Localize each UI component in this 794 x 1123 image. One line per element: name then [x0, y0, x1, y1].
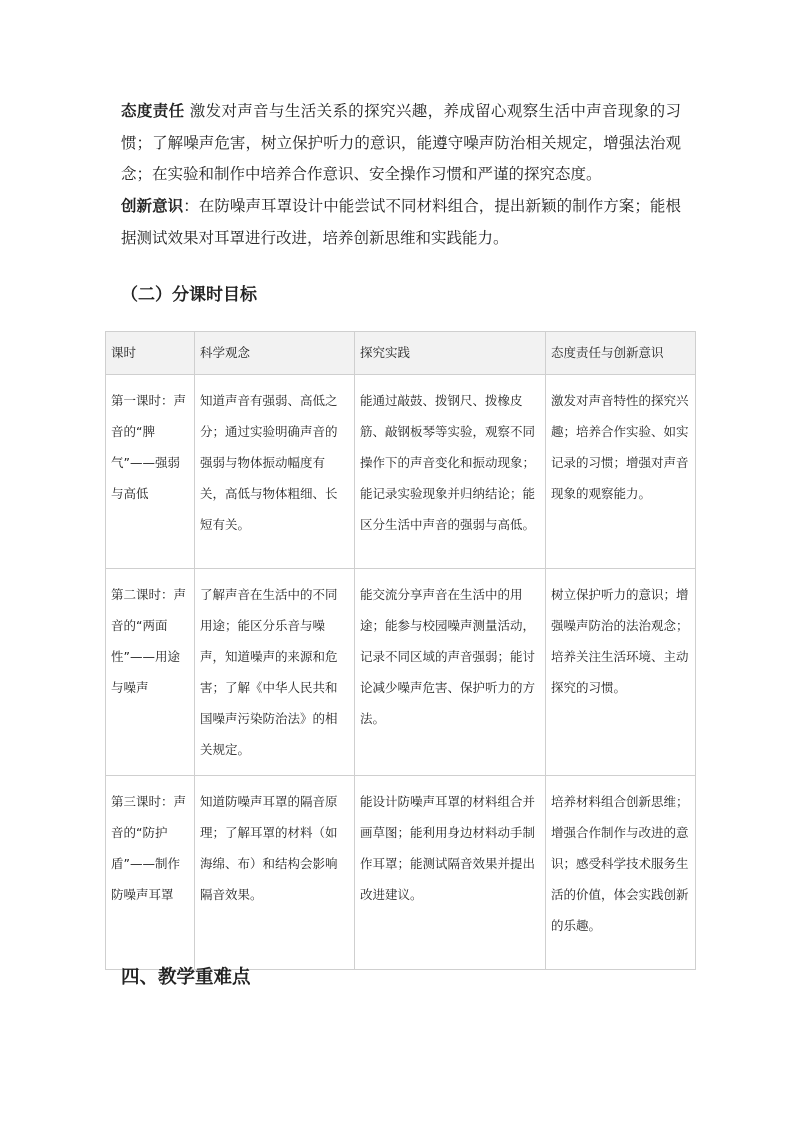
lesson-goals-table — [105, 331, 696, 970]
cell-lesson: 第三课时：声音的“防护盾”——制作防噪声耳罩 — [106, 776, 195, 970]
attitude-text: 激发对声音与生活关系的探究兴趣，养成留心观察生活中声音现象的习惯；了解噪声危害，树立保护听力的意识，能遵守噪声防治相关规定，增强法治观念；在实验和制作中培养合作意识、安全操作习惯和严谨的探究态度。 — [121, 102, 681, 183]
innovation-text: ：在防噪声耳罩设计中能尝试不同材料组合，提出新颖的制作方案；能根据测试效果对耳罩进行改进，培养创新思维和实践能力。 — [121, 197, 681, 247]
table-row — [106, 776, 696, 970]
table-header-row — [106, 332, 696, 375]
cell-lesson: 第一课时：声音的“脾气”——强弱与高低 — [106, 375, 195, 569]
cell-practice: 能通过敲鼓、拨钢尺、拨橡皮筋、敲钢板琴等实验，观察不同操作下的声音变化和振动现象；能记录实验现象并归纳结论；能区分生活中声音的强弱与高低。 — [355, 375, 546, 569]
cell-practice: 能设计防噪声耳罩的材料组合并画草图；能利用身边材料动手制作耳罩；能测试隔音效果并提出改进建议。 — [355, 776, 546, 970]
innovation-label: 创新意识 — [121, 197, 184, 215]
header-concept: 科学观念 — [195, 332, 355, 375]
cell-concept: 了解声音在生活中的不同用途；能区分乐音与噪声，知道噪声的来源和危害；了解《中华人民共和国噪声污染防治法》的相关规定。 — [195, 569, 355, 776]
header-lesson: 课时 — [106, 332, 195, 375]
cell-concept: 知道防噪声耳罩的隔音原理；了解耳罩的材料（如海绵、布）和结构会影响隔音效果。 — [195, 776, 355, 970]
section-sub-title: （二）分课时目标 — [121, 285, 257, 305]
table-row — [106, 375, 696, 569]
cell-attitude: 激发对声音特性的探究兴趣；培养合作实验、如实记录的习惯；增强对声音现象的观察能力。 — [546, 375, 696, 569]
header-practice: 探究实践 — [355, 332, 546, 375]
attitude-paragraph — [121, 96, 681, 191]
cell-concept: 知道声音有强弱、高低之分；通过实验明确声音的强弱与物体振动幅度有关，高低与物体粗细、长短有关。 — [195, 375, 355, 569]
cell-attitude: 培养材料组合创新思维；增强合作制作与改进的意识；感受科学技术服务生活的价值，体会实践创新的乐趣。 — [546, 776, 696, 970]
section-four-title: 四、教学重难点 — [121, 967, 251, 988]
cell-attitude: 树立保护听力的意识；增强噪声防治的法治观念；培养关注生活环境、主动探究的习惯。 — [546, 569, 696, 776]
innovation-paragraph — [121, 191, 681, 254]
cell-lesson: 第二课时：声音的“两面性”——用途与噪声 — [106, 569, 195, 776]
table-row — [106, 569, 696, 776]
attitude-label: 态度责任 — [121, 102, 185, 120]
cell-practice: 能交流分享声音在生活中的用途；能参与校园噪声测量活动，记录不同区域的声音强弱；能讨论减少噪声危害、保护听力的方法。 — [355, 569, 546, 776]
header-attitude: 态度责任与创新意识 — [546, 332, 696, 375]
